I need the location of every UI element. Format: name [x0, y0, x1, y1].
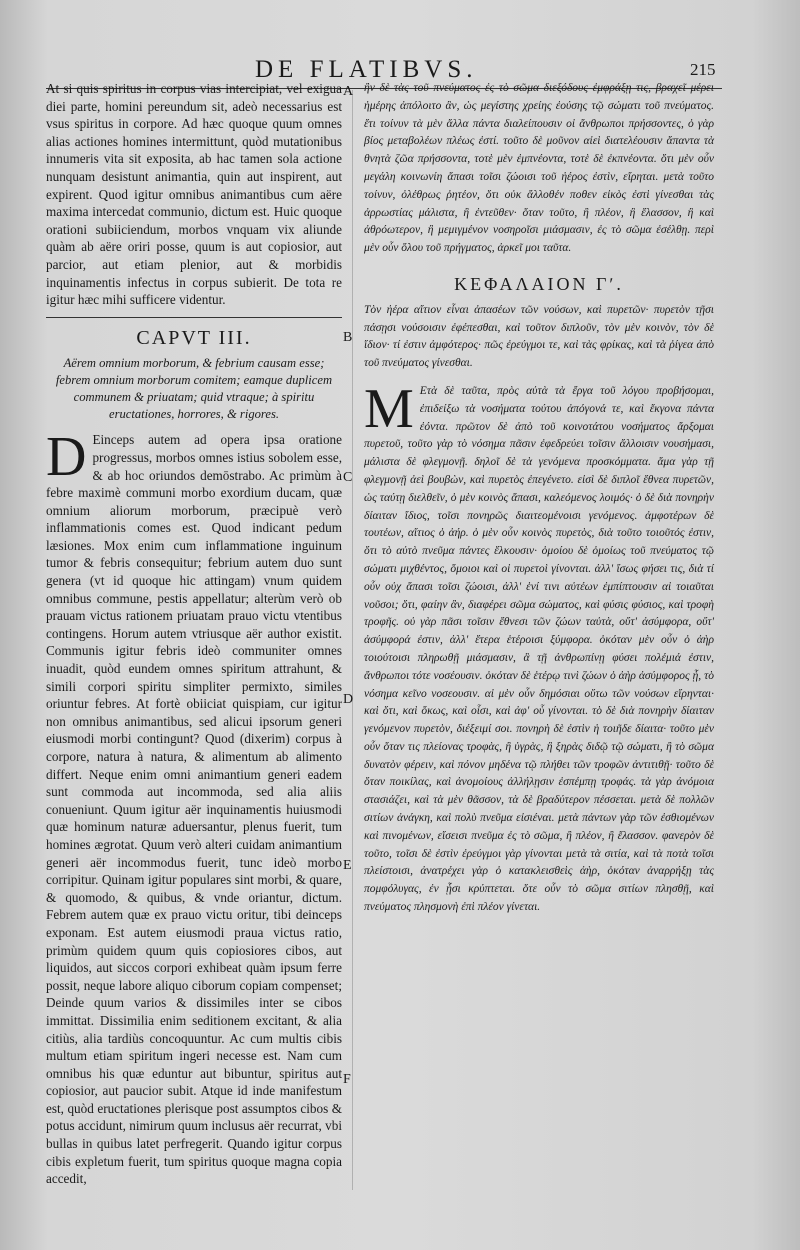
greek-intro-paragraph: ἢν δὲ τὰς τοῦ πνεύματος ἐς τὸ σῶμα διεξόδους ἐμφράξῃ τις, βραχεῖ μέρει ἡμέρης ἀπόλοιτο ἂν, ὡς μεγίστης χρείης ἐούσης τῷ σώματι τοῦ πνεύματος. ἔτι τοίνυν τὰ μὲν ἄλλα πάντα διαλείπουσιν οἱ ἄνθρωποι πρήσσοντες, ὁ γὰρ βίος μεταβολέων πλέως ἐστί. τοῦτο δὲ μοῦνον αἰεὶ διατελέουσιν ἅπαντα τὰ θνητὰ ζῶα πρήσσοντα, τοτὲ μὲν ἐμπνέοντα, τοτὲ δὲ ἐκπνέοντα. ὅτι μὲν οὖν μεγάλη κοινωνίη ἅπασι τοῖσι ζώοισι τοῦ ἠέρος ἐστὶν, εἴρηται. μετὰ τοῦτο τοίνυν, ὀλέθρως ῥητέον, ὅτι οὐκ ἄλλοθέν ποθεν εἰκὸς ἐστὶ γίνεσθαι τὰς ἀρρωστίας μάλιστα, ἢ ἐντεῦθεν· ὅταν τοῦτο, ἢ πλέον, ἢ ἔλασσον, ἢ καὶ ἀθρόωτερον, ἢ μεμιγμένον νοσηροῖσι μιάσμασιν, ἐς τὸ σῶμα ἐσέλθῃ. περὶ μὲν οὖν ὅλου τοῦ πρήγματος, ἀρκεῖ μοι ταῦτα.	[364, 82, 714, 255]
running-head: DE FLATIBVS.	[255, 56, 478, 83]
page-number: 215	[690, 60, 716, 79]
marker-b: B	[343, 330, 353, 345]
latin-chapter-rule	[46, 317, 342, 318]
greek-main-paragraph	[364, 377, 714, 917]
greek-chapter-summary: Τὸν ἠέρα αἴτιον εἶναι ἁπασέων τῶν νούσων, καὶ πυρετῶν· πυρετὸν τῇσι πάσῃσι νούσοισιν ἐφέπεσθαι, καὶ τοῦτον διπλοῦν, τὸν μὲν κοινὸν, τὸν δὲ ἴδιον· τί ἐστιν ἀμφότερος· πῶς ἐρεύγμοι τε, καὶ τὰς φρίκας, καὶ τὰ ῥίγεα ἀπὸ τοῦ πνεύματος γίνεσθαι.	[364, 303, 714, 370]
greek-chapter-title: ΚΕΦΑΛΑΙΟΝ Γʹ.	[454, 273, 624, 294]
marker-f: F	[343, 1072, 351, 1087]
greek-dropcap: Μ	[364, 377, 414, 440]
latin-column	[46, 80, 342, 1188]
greek-column	[364, 80, 714, 917]
latin-chapter-summary: Aërem omnium morborum, & febrium causam esse; febrem omnium morborum comitem; eamque duplicem communem & priuatam; quid vtraque; à spiritu eructationes, horrores, & rigores.	[55, 356, 333, 422]
latin-intro-paragraph: At si quis spiritus in corpus vias intercipiat, vel exigua diei parte, homini pereundum sit, adeò necessarius est vsus spiritus in corpore. Ad hæc quoque quum omnes alias actiones homines intermittunt, quòd mutationibus innumeris vita sit exposita, ab hac tamen sola actione nunquam desistunt animantia, quin aut inspirent, aut expirent. Quod igitur omnibus animantibus cum aëre maxima intercedat communio, dictum est. Huic quoque orationi subiiciendum, morbos vnquam vix aliunde quàm ab aëre oriri posse, quum is aut copiosior, aut parcior, aut etiam plenior, aut & morbidis inquinamentis infectus in corpus subierit. De tota re igitur hæc mihi sufficere videntur.	[46, 81, 342, 308]
latin-chapter-title: CAPVT III.	[136, 326, 252, 349]
marker-d: D	[343, 692, 354, 707]
latin-main-text: Einceps autem ad opera ipsa oratione progressus, morbos omnes istius sobolem esse, & ab hoc oriundos demōstrabo. Ac primùm à febre maximè communi morbo exordium ducam, quæ omnium aliorum morborum, præcipuè verò inflammationis comes est. Quod indicant pedum læsiones. Mox enim cum inflammatione inguinum tumor & febris consequitur; febrium autem duo sunt genera (vt id quoque hic attingam) vnum quidem omnibus commune, pestis appellatur; alterùm verò ob prauam victus rationem priuatam prauo victu vtentibus contingens. Horum autem vtriusque aër author existit. Communis igitur febris ideò communiter omnes inuadit, quòd eundem omnes spiritum attrahunt, & simili corpori spiritu simpliter permixto, similes oriuntur febres. At fortè obiiciat quispiam, cur igitur non omnibus animantibus, sed alicui ipsorum generi eiusmodi morbi contingunt? Quod (dixerim) corpus à corpore, natura à natura, & alimentum ab alimento differt. Neque enim omni animantium generi eadem sunt commoda aut incommoda, sed alia aliis conueniunt. Quum igitur aër inquinamentis huiusmodi quæ hominum naturæ aduersantur, plenus fuerit, tum homines ægrotat. Quum verò alteri cuidam animantium generi aër incommodus fuerit, tunc ideò morbo corripitur. Quinam igitur populares sint morbi, & quare, & quomodo, & quibus, & vnde oriantur, dictum. Febrem autem quæ ex prauo victu oritur, tibi deinceps exponam. Est autem eiusmodi praua victus ratio, primùm quidem quum quis copiosiores cibos, aut liquidos, aut siccos corpori exhibeat quàm ipsum ferre possit, neque labore aliquo ciborum copiam compenset; Deinde quum varios & dissimiles inter se cibos immittat. Dissimilia enim seditionem excitant, & alia citiùs, alia tardiùs concoquuntur. Ac cum multis cibis multum etiam spiritum ingeri necesse est. Nam cum omnibus his quæ eduntur aut bibuntur, spiritus aut copiosior, aut paucior subit. Atque id inde manifestum est, quòd eructationes plerisque post assumptos cibos & potus accidunt, nimirum quum inclusus aër recurrat, vbi bullas in quibus latet perfregerit. Quando igitur corpus cibis expletum fuerit, tum spiritus quoque magna copia accedit,	[46, 432, 342, 1187]
greek-main-text: Ετὰ δὲ ταῦτα, πρὸς αὐτὰ τὰ ἔργα τοῦ λόγου προβήσομαι, ἐπιδείξω τὰ νοσήματα τούτου ἀπόγονά τε, καὶ ἔκγονα πάντα ἐόντα. πρῶτον δὲ ἀπὸ τοῦ κοινοτάτου νοσήματος ἄρξομαι πυρετοῦ, τοῦτο γὰρ τὸ νόσημα πᾶσιν ἐφεδρεύει τοῖσιν ἄλλοισιν νουσήμασι, μάλιστα δὲ φλεγμονῇ. δηλοῖ δὲ τὰ γενόμενα προσκόμματα. ἅμα γὰρ τῇ φλεγμονῇ ἀεὶ βουβὼν, καὶ πυρετὸς ἐπεγένετο. εἰσὶ δὲ διπλοῖ ἔθνεα πυρετῶν, ὡς ταύτῃ διελθεῖν, ὁ μὲν κοινὸς ἅπασι, καλεόμενος λοιμός· ὁ δὲ διὰ πονηρὴν δίαιταν ἴδιος, τοῖσι πονηρῶς διαιτεομένοισι γενόμενος. ἀμφοτέρων δὲ τουτέων, αἴτιος ὁ ἀήρ. ὁ μὲν οὖν κοινὸς πυρετὸς, διὰ τοῦτο τοιοῦτός ἐστιν, ὅτι τὸ αὐτὸ πνεῦμα πάντες ἕλκουσιν· ὁμοίου δὲ ὁμοίως τοῦ πνεύματος τῷ σώματι μιχθέντος, ὅμοιοι καὶ οἱ πυρετοὶ γίνονται. ἀλλ' ἴσως φήσει τις, διὰ τί οὖν οὐχ ἅπασι τοῖσι ζώοισι, ἀλλ' ἑνί τινι αὐτέων ἐμπίπτουσιν αἱ τοιαῦται νοῦσοι; ὅτι, φαίην ἂν, διαφέρει σῶμα σώματος, καὶ φύσις φύσιος, καὶ τροφὴ τροφῆς. οὐ γὰρ πᾶσι τοῖσιν ἔθνεσι τῶν ζώων ταὐτὰ, οὔτ' ἀσύμφορα, οὔτ' ἀσύμφορά ἐστιν, ἀλλ' ἕτερα ἑτέροισι ξύμφορα. ὁκόταν μὲν οὖν ὁ ἀὴρ τοιούτοισι πληρωθῇ μιάσμασιν, ἃ τῇ ἀνθρωπίνῃ φύσει πολέμιά ἐστιν, ἄνθρωποι τότε νοσέουσιν. ὁκόταν δὲ ἑτέρῳ τινὶ ζώων ὁ ἀὴρ ἀσύμφορος ᾖ, τὸ νόσημα κεῖνο νοσεουσιν. αἱ μὲν οὖν δημόσιαι οὕτω τῶν νούσων εἴρηνται· καὶ ὅτι, καὶ ὅκως, καὶ οἷσι, καὶ ἀφ' οὗ γίνονται. τὸ δὲ διὰ πονηρὴν δίαιταν γενόμενον πυρετὸν, διέξειμί σοι. πονηρὴ δὲ ἐστὶν ἡ τοιῆδε δίαιτα· τοῦτο μὲν οὖν ὅταν τις πλείονας τροφὰς, ἢ ὑγρὰς, ἢ ξηρὰς διδῷ τῷ σώματι, ἢ τὸ σῶμα δυνατὸν φέρειν, καὶ πόνον μηδένα τῷ πλήθει τῶν τροφῶν ἀντιτιθῇ· τοῦτο δὲ ὅταν ποικίλας, καὶ ἀνομοίους ἀλλήλῃσιν ἐσπέμπῃ τροφάς. τὰ γὰρ ἀνόμοια στασιάζει, καὶ τὰ μὲν θᾶσσον, τὰ δὲ βραδύτερον πέσσεται. μετὰ δὲ πολλῶν σιτίων ἀνάγκη, καὶ πολὺ πνεῦμα εἰσιέναι. μετὰ πάντων γὰρ τῶν ἐσθιομένων καὶ πινομένων, εἴσεισι πνεῦμα ἐς τὸ σῶμα, ἢ πλέον, ἢ ἔλασσον. φανερὸν δὲ τοῦτο, τοῖσι δὲ ἐστὶν ἐρεύγμοι γὰρ γίνονται μετὰ τὰ σιτία, καὶ τὰ ποτὰ τοῖσι πλείστοισι, ἀνατρέχει γὰρ ὁ κατακλεισθεὶς ἀὴρ, ὁκόταν ἀναρρήξῃ τὰς πομφόλυγας, ἐν ᾗσι κρύπτεται. ὅτε οὖν τὸ σῶμα σιτίων πλησθῇ, καὶ πνεύματος πλησμονὴ ἐπὶ πλέον γίνεται.	[364, 384, 714, 914]
column-divider	[352, 90, 353, 1190]
latin-main-paragraph	[46, 426, 342, 1188]
marker-e: E	[343, 858, 352, 873]
latin-dropcap: D	[46, 426, 87, 489]
marker-c: C	[343, 470, 353, 485]
marker-a: A	[343, 84, 354, 99]
